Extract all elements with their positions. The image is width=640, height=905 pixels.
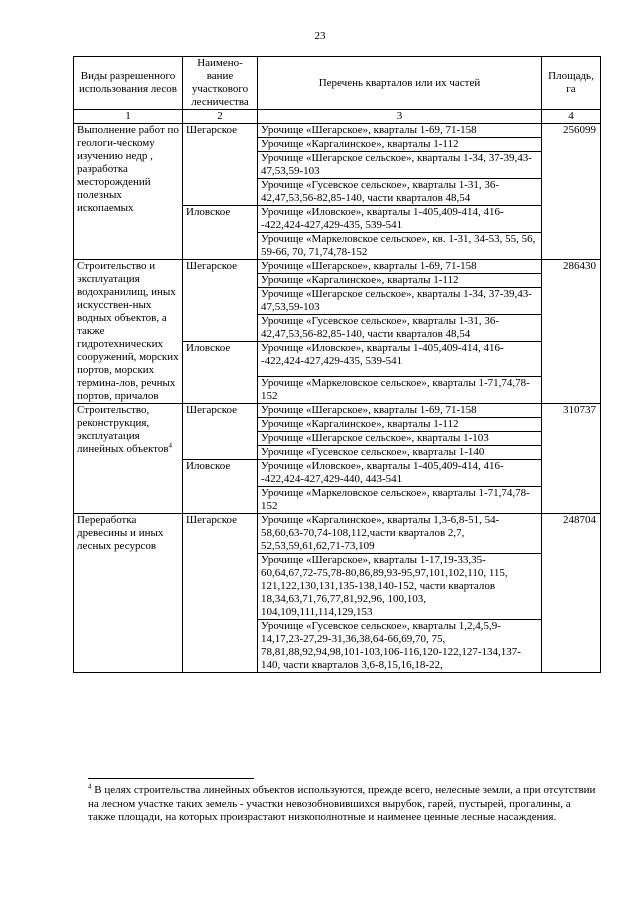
- quarters-cell: Урочище «Маркеловское сельское», кварталы 1-71,74,78-152: [258, 487, 542, 514]
- footnote-divider: [88, 778, 254, 779]
- table-row: [74, 124, 601, 138]
- use-type-text: Переработка древесины и иных лесных ресурсов: [77, 514, 164, 552]
- quarters-cell: Урочище «Маркеловское сельское», кварталы 1-71,74,78-152: [258, 377, 542, 404]
- column-number: 1: [74, 110, 183, 124]
- quarters-cell: Урочище «Иловское», кварталы 1-405,409-414, 416--422,424-427,429-435, 539-541: [258, 342, 542, 377]
- table-row: [74, 260, 601, 274]
- quarters-cell: Урочище «Каргалинское», кварталы 1-112: [258, 274, 542, 288]
- quarters-cell: Урочище «Каргалинское», кварталы 1,3-6,8-51, 54-58,60,63-70,74-108,112,части кварталов 2,7, 52,53,59,61,62,71-73,109: [258, 514, 542, 554]
- quarters-cell: Урочище «Гусевское сельское», кварталы 1,2,4,5,9-14,17,23-27,29-31,36,38,64-66,69,70, 75, 78,81,88,92,94,98,101-103,106-116,120-122,127-134,137-140, части кварталов 3,6-8,15,16,18-22,: [258, 620, 542, 673]
- forestry-cell: Иловское: [183, 460, 258, 514]
- header-forestry-name: Наимено-вание участкового лесничества: [183, 57, 258, 110]
- use-type-cell: [74, 124, 183, 260]
- area-cell: 310737: [542, 404, 601, 514]
- forestry-cell: Шегарское: [183, 404, 258, 460]
- quarters-cell: Урочище «Каргалинское», кварталы 1-112: [258, 418, 542, 432]
- column-number: 3: [258, 110, 542, 124]
- use-type-text: Строительство, реконструкция, эксплуатация линейных объектов: [77, 404, 169, 455]
- forestry-cell: Иловское: [183, 342, 258, 404]
- area-cell: 286430: [542, 260, 601, 404]
- column-number: 2: [183, 110, 258, 124]
- quarters-cell: Урочище «Шегарское сельское», кварталы 1-34, 37-39,43-47,53,59-103: [258, 152, 542, 179]
- header-use-types: Виды разрешенного использования лесов: [74, 57, 183, 110]
- forestry-cell: Шегарское: [183, 260, 258, 342]
- header-area: Площадь, га: [542, 57, 601, 110]
- area-cell: 248704: [542, 514, 601, 673]
- page-number: 23: [314, 30, 326, 42]
- quarters-cell: Урочище «Шегарское», кварталы 1-69, 71-158: [258, 404, 542, 418]
- forestry-cell: Иловское: [183, 206, 258, 260]
- use-type-cell: [74, 260, 183, 404]
- table-header-row: [74, 57, 601, 110]
- footnote-mark: 4: [88, 782, 92, 791]
- quarters-cell: Урочище «Шегарское сельское», кварталы 1-34, 37-39,43-47,53,59-103: [258, 288, 542, 315]
- quarters-cell: Урочище «Гусевское сельское», кварталы 1-31, 36-42,47,53,56-82,85-140, части кварталов 48,54: [258, 315, 542, 342]
- column-number-row: [74, 110, 601, 124]
- quarters-cell: Урочище «Иловское», кварталы 1-405,409-414, 416--422,424-427,429-440, 443-541: [258, 460, 542, 487]
- forestry-cell: Шегарское: [183, 514, 258, 673]
- column-number: 4: [542, 110, 601, 124]
- quarters-cell: Урочище «Гусевское сельское», кварталы 1-140: [258, 446, 542, 460]
- footnote-ref: 4: [168, 441, 173, 450]
- quarters-cell: Урочище «Шегарское», кварталы 1-69, 71-158: [258, 124, 542, 138]
- quarters-cell: Урочище «Каргалинское», кварталы 1-112: [258, 138, 542, 152]
- use-type-cell: [74, 514, 183, 673]
- forest-use-table: [73, 56, 601, 673]
- area-cell: 256099: [542, 124, 601, 260]
- use-type-text: Выполнение работ по геологи-ческому изучению недр , разработка месторождений полезных ископаемых: [77, 124, 179, 214]
- table-row: [74, 514, 601, 554]
- header-quarters-list: Перечень кварталов или их частей: [258, 57, 542, 110]
- footnote-text: В целях строительства линейных объектов используются, прежде всего, нелесные земли, а при отсутствии на лесном участке таких земель - участки невозобновившихся вырубок, гарей, пустырей, прогалины, а также площади, на которых произрастают низкополнотные и наименее ценные лесные насаждения.: [88, 784, 596, 823]
- use-type-cell: [74, 404, 183, 514]
- quarters-cell: Урочище «Шегарское», кварталы 1-17,19-33,35-60,64,67,72-75,78-80,86,89,93-95,97,101,102,110, 115, 121,122,130,131,135-138,140-152, части кварталов 18,34,63,71,76,77,81,92,96, 100,103, 104,109,111,114,129,153: [258, 554, 542, 620]
- table-row: [74, 404, 601, 418]
- footnote: [88, 784, 598, 825]
- forestry-cell: Шегарское: [183, 124, 258, 206]
- quarters-cell: Урочище «Шегарское», кварталы 1-69, 71-158: [258, 260, 542, 274]
- quarters-cell: Урочище «Маркеловское сельское», кв. 1-31, 34-53, 55, 56, 59-66, 70, 71,74,78-152: [258, 233, 542, 260]
- use-type-text: Строительство и эксплуатация водохранилищ, иных искусствен-ных водных объектов, а также гидротехнических сооружений, морских портов, морских термина-лов, речных портов, причалов: [77, 260, 179, 402]
- quarters-cell: Урочище «Шегарское сельское», кварталы 1-103: [258, 432, 542, 446]
- table-body: [74, 124, 601, 673]
- quarters-cell: Урочище «Гусевское сельское», кварталы 1-31, 36-42,47,53,56-82,85-140, части кварталов 48,54: [258, 179, 542, 206]
- quarters-cell: Урочище «Иловское», кварталы 1-405,409-414, 416--422,424-427,429-435, 539-541: [258, 206, 542, 233]
